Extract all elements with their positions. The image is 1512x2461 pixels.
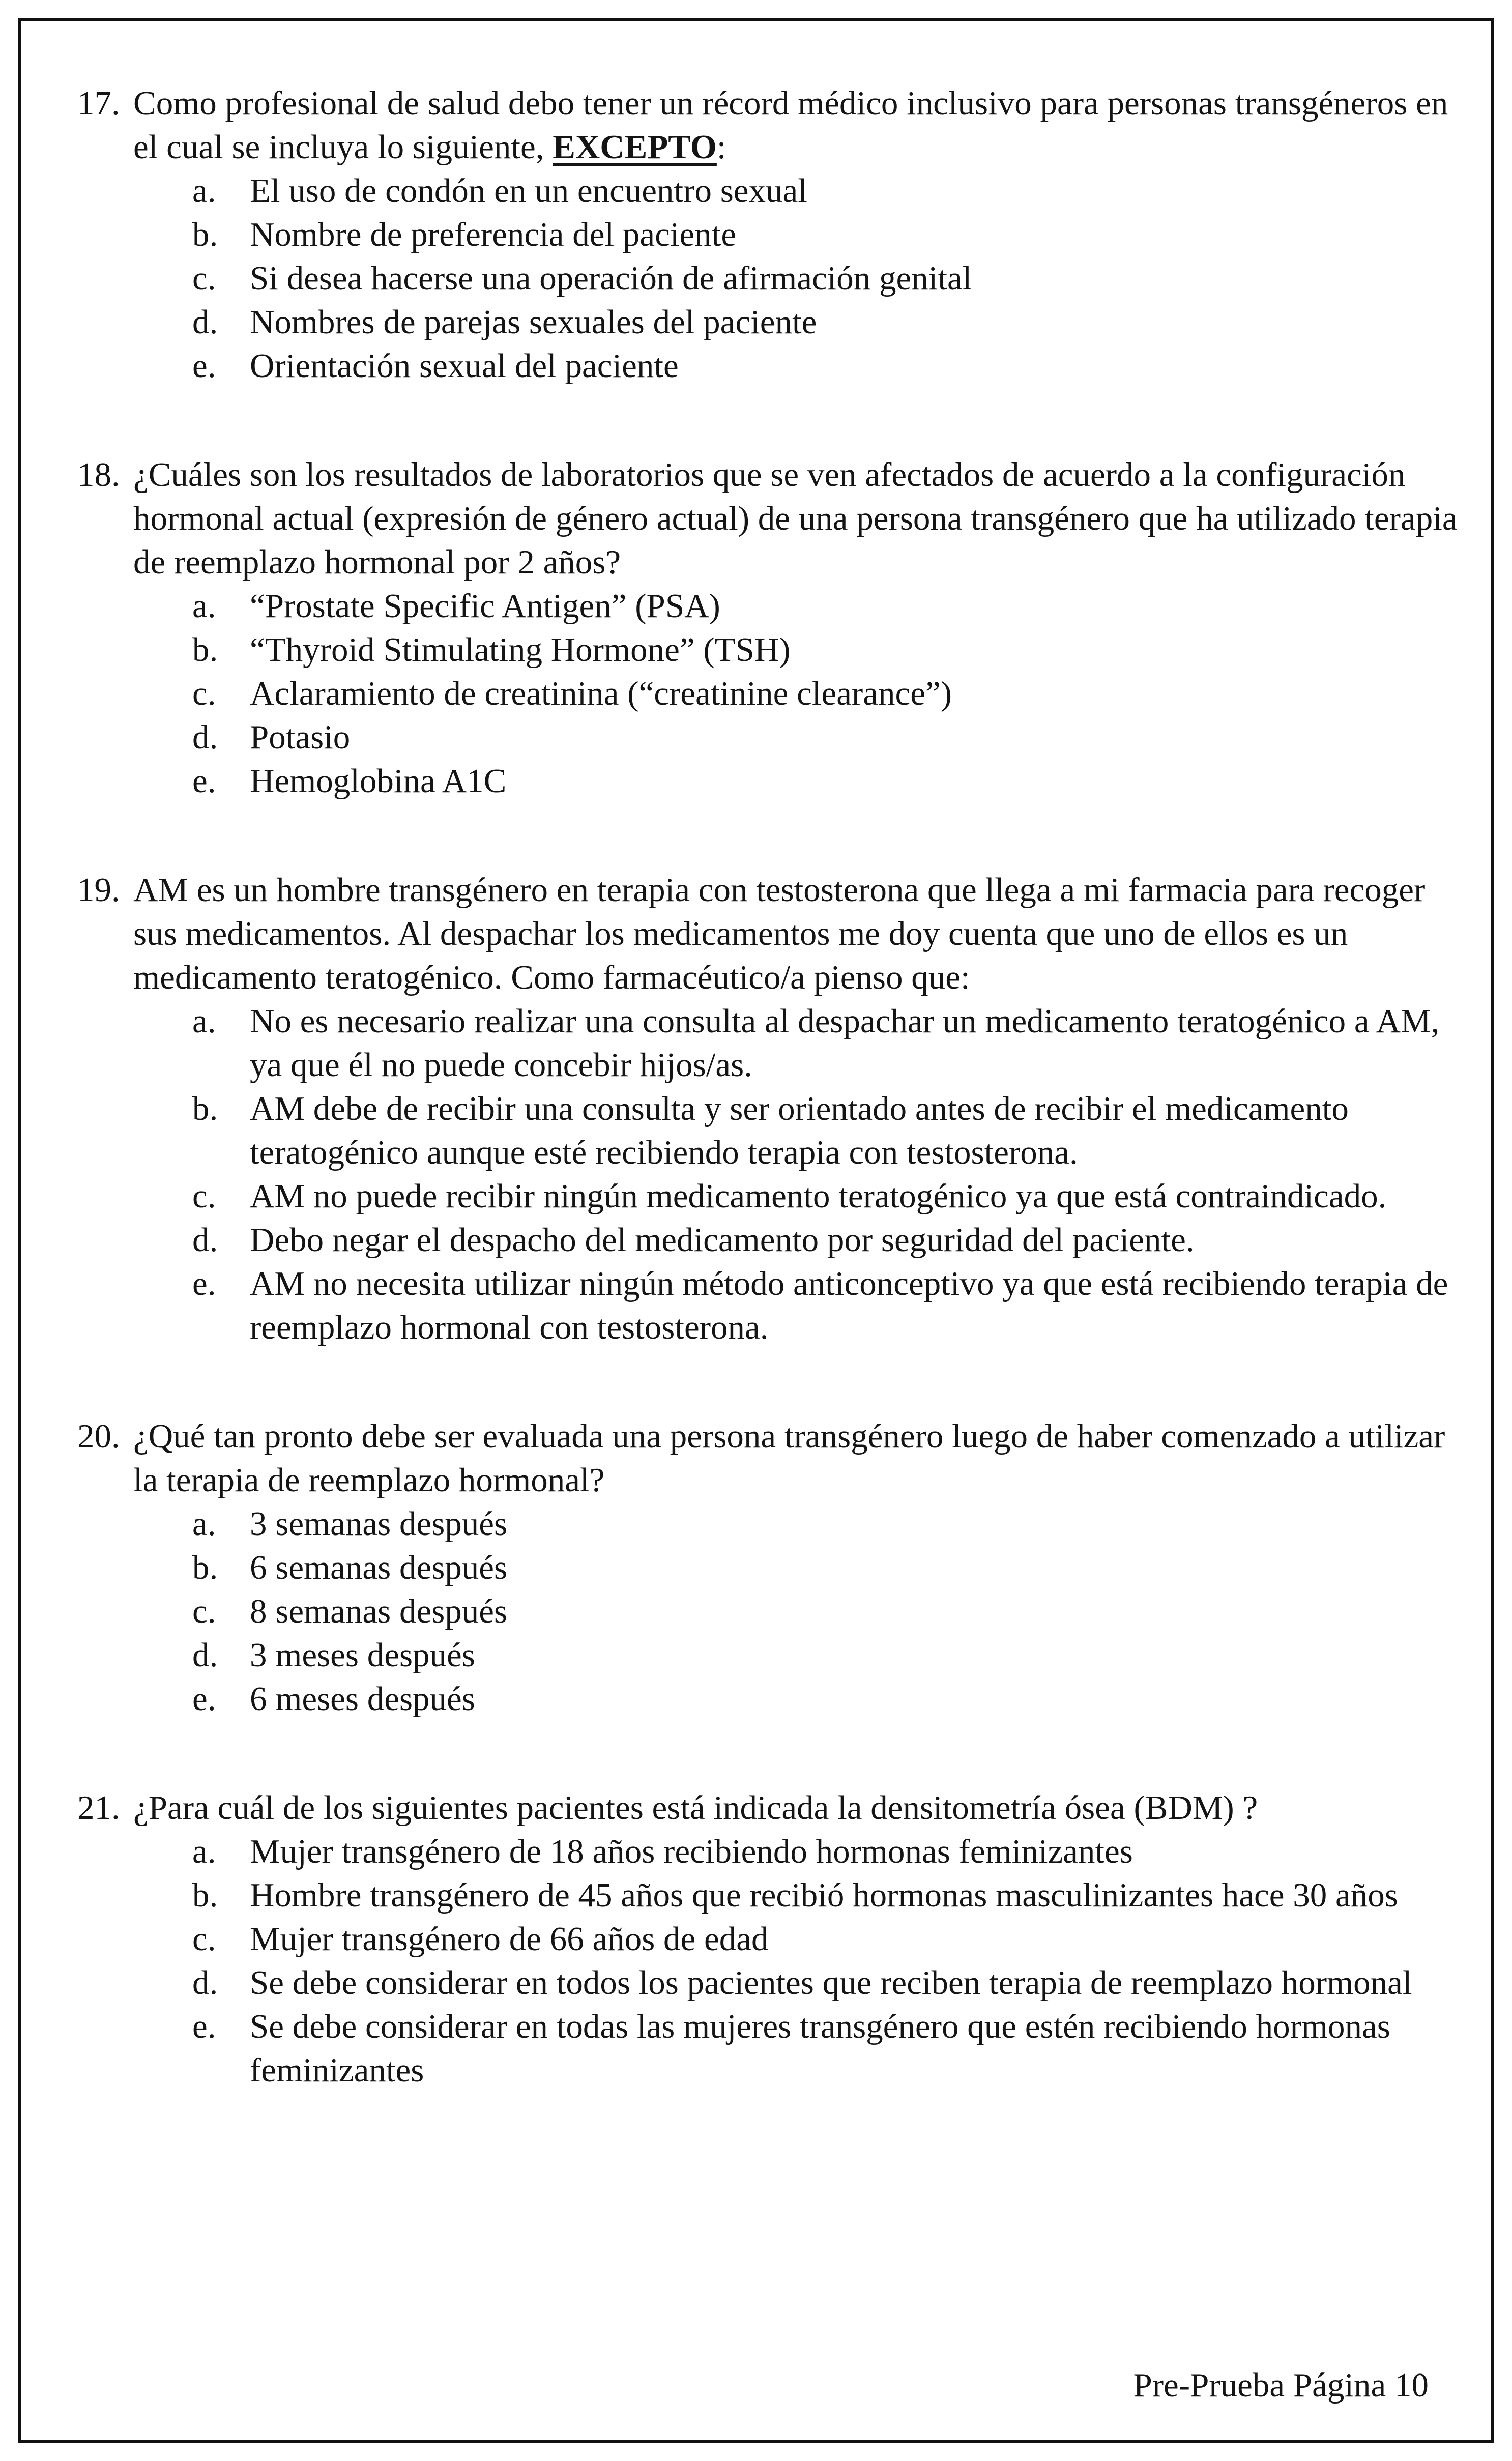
option-text: Orientación sexual del paciente bbox=[250, 347, 679, 385]
option-letter: d. bbox=[192, 1221, 218, 1259]
option-e bbox=[77, 2005, 1471, 2092]
option-list bbox=[77, 169, 1471, 388]
option-d bbox=[77, 1633, 1471, 1677]
option-c bbox=[77, 1174, 1471, 1218]
question-text-body: ¿Cuáles son los resultados de laboratorios que se ven afectados de acuerdo a la configuración hormonal actual (expresión de género actual) de una persona transgénero que ha utilizado terapia de reemplazo hormonal por 2 años? bbox=[133, 456, 1458, 581]
option-text: Debo negar el despacho del medicamento por seguridad del paciente. bbox=[250, 1221, 1195, 1259]
option-text: AM no puede recibir ningún medicamento teratogénico ya que está contraindicado. bbox=[250, 1177, 1387, 1215]
option-letter: b. bbox=[192, 1876, 218, 1914]
option-list bbox=[77, 1830, 1471, 2092]
option-b bbox=[77, 1546, 1471, 1589]
option-b bbox=[77, 628, 1471, 672]
option-text: Mujer transgénero de 18 años recibiendo hormonas feminizantes bbox=[250, 1833, 1133, 1870]
option-letter: a. bbox=[192, 172, 216, 210]
question-20 bbox=[77, 1414, 1471, 1721]
option-c bbox=[77, 1589, 1471, 1633]
option-letter: e. bbox=[192, 1265, 216, 1302]
option-letter: b. bbox=[192, 1090, 218, 1127]
option-letter: d. bbox=[192, 303, 218, 341]
option-text: “Thyroid Stimulating Hormone” (TSH) bbox=[250, 631, 791, 669]
question-19 bbox=[77, 868, 1471, 1349]
question-text-body: AM es un hombre transgénero en terapia con testosterona que llega a mi farmacia para recoger sus medicamentos. Al despachar los medicamentos me doy cuenta que uno de ellos es un medicamento teratogénico. Como farmacéutico/a pienso que: bbox=[133, 871, 1426, 996]
option-d bbox=[77, 300, 1471, 344]
option-letter: e. bbox=[192, 1680, 216, 1718]
option-text: 6 semanas después bbox=[250, 1549, 508, 1586]
option-text: 8 semanas después bbox=[250, 1593, 508, 1630]
option-text: AM debe de recibir una consulta y ser orientado antes de recibir el medicamento teratogénico aunque esté recibiendo terapia con testosterona. bbox=[250, 1090, 1349, 1171]
question-number: 20. bbox=[77, 1417, 120, 1455]
option-text: 3 meses después bbox=[250, 1636, 475, 1674]
option-a bbox=[77, 999, 1471, 1087]
option-list bbox=[77, 584, 1471, 803]
option-text: Aclaramiento de creatinina (“creatinine clearance”) bbox=[250, 675, 952, 712]
option-letter: d. bbox=[192, 1636, 218, 1674]
option-text: Si desea hacerse una operación de afirmación genital bbox=[250, 259, 972, 297]
question-text bbox=[77, 1786, 1471, 1830]
option-letter: e. bbox=[192, 762, 216, 800]
option-text: Mujer transgénero de 66 años de edad bbox=[250, 1920, 769, 1958]
option-b bbox=[77, 1087, 1471, 1174]
option-letter: a. bbox=[192, 1833, 216, 1870]
option-a bbox=[77, 584, 1471, 628]
option-letter: a. bbox=[192, 1505, 216, 1543]
option-list bbox=[77, 999, 1471, 1349]
option-letter: c. bbox=[192, 1177, 216, 1215]
question-number: 17. bbox=[77, 84, 120, 122]
page-frame bbox=[18, 18, 1494, 2443]
option-c bbox=[77, 1917, 1471, 1961]
question-list bbox=[77, 81, 1471, 2157]
option-b bbox=[77, 213, 1471, 256]
question-number: 19. bbox=[77, 871, 120, 909]
option-a bbox=[77, 169, 1471, 213]
question-text bbox=[77, 81, 1471, 169]
option-e bbox=[77, 1262, 1471, 1349]
option-text: No es necesario realizar una consulta al despachar un medicamento teratogénico a AM, ya que él no puede concebir hijos/as. bbox=[250, 1002, 1440, 1084]
option-text: Nombre de preferencia del paciente bbox=[250, 216, 737, 253]
option-letter: d. bbox=[192, 718, 218, 756]
option-letter: c. bbox=[192, 675, 216, 712]
option-e bbox=[77, 759, 1471, 803]
question-text bbox=[77, 1414, 1471, 1502]
option-letter: a. bbox=[192, 1002, 216, 1040]
option-e bbox=[77, 344, 1471, 388]
page-footer: Pre-Prueba Página 10 bbox=[1133, 2366, 1429, 2404]
option-d bbox=[77, 715, 1471, 759]
option-d bbox=[77, 1961, 1471, 2005]
option-text: Hemoglobina A1C bbox=[250, 762, 507, 800]
option-a bbox=[77, 1502, 1471, 1546]
option-list bbox=[77, 1502, 1471, 1721]
option-c bbox=[77, 672, 1471, 715]
option-text: “Prostate Specific Antigen” (PSA) bbox=[250, 587, 720, 625]
except-emphasis: EXCEPTO bbox=[553, 128, 717, 166]
question-21 bbox=[77, 1786, 1471, 2092]
option-c bbox=[77, 256, 1471, 300]
option-letter: a. bbox=[192, 587, 216, 625]
option-letter: b. bbox=[192, 1549, 218, 1586]
option-text: El uso de condón en un encuentro sexual bbox=[250, 172, 807, 210]
question-text-body: ¿Para cuál de los siguientes pacientes está indicada la densitometría ósea (BDM) ? bbox=[133, 1789, 1258, 1827]
option-text: Hombre transgénero de 45 años que recibió hormonas masculinizantes hace 30 años bbox=[250, 1876, 1398, 1914]
question-number: 18. bbox=[77, 456, 120, 494]
question-text-part: : bbox=[716, 128, 726, 166]
option-text: Se debe considerar en todos los pacientes que reciben terapia de reemplazo hormonal bbox=[250, 1964, 1412, 2002]
option-letter: d. bbox=[192, 1964, 218, 2002]
option-b bbox=[77, 1873, 1471, 1917]
option-text: 6 meses después bbox=[250, 1680, 475, 1718]
option-letter: b. bbox=[192, 216, 218, 253]
question-17 bbox=[77, 81, 1471, 388]
option-letter: b. bbox=[192, 631, 218, 669]
question-text-part: Como profesional de salud debo tener un récord médico inclusivo para personas transgéneros en el cual se incluya lo siguiente, bbox=[133, 84, 1448, 166]
option-text: Potasio bbox=[250, 718, 351, 756]
option-letter: e. bbox=[192, 2008, 216, 2045]
question-text bbox=[77, 868, 1471, 999]
question-text-body: ¿Qué tan pronto debe ser evaluada una persona transgénero luego de haber comenzado a utilizar la terapia de reemplazo hormonal? bbox=[133, 1417, 1445, 1499]
question-number: 21. bbox=[77, 1789, 120, 1827]
option-text: Se debe considerar en todas las mujeres transgénero que estén recibiendo hormonas feminizantes bbox=[250, 2008, 1390, 2089]
option-text: Nombres de parejas sexuales del paciente bbox=[250, 303, 817, 341]
option-e bbox=[77, 1677, 1471, 1721]
question-text bbox=[77, 453, 1471, 584]
option-letter: c. bbox=[192, 1593, 216, 1630]
option-letter: c. bbox=[192, 259, 216, 297]
option-letter: c. bbox=[192, 1920, 216, 1958]
option-d bbox=[77, 1218, 1471, 1262]
option-letter: e. bbox=[192, 347, 216, 385]
option-text: AM no necesita utilizar ningún método anticonceptivo ya que está recibiendo terapia de reemplazo hormonal con testosterona. bbox=[250, 1265, 1448, 1346]
option-text: 3 semanas después bbox=[250, 1505, 508, 1543]
question-18 bbox=[77, 453, 1471, 803]
option-a bbox=[77, 1830, 1471, 1873]
